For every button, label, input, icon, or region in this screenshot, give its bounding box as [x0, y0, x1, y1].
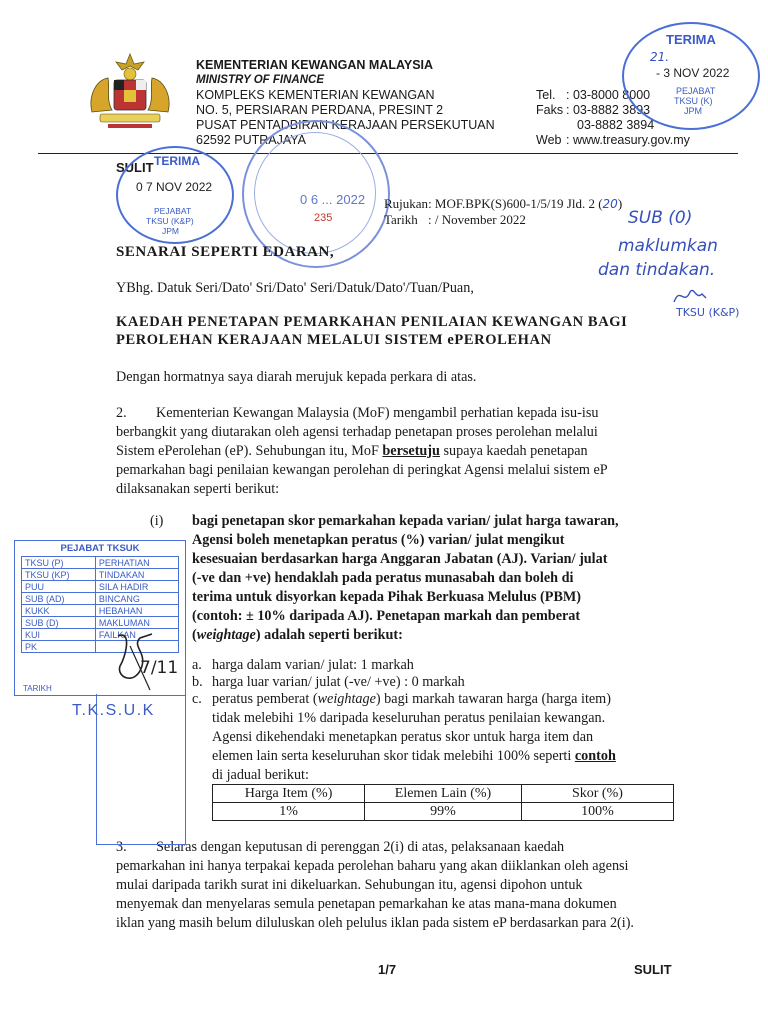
sub-item-text: harga dalam varian/ julat: 1 markah: [212, 657, 414, 673]
para-emphasis: bersetuju: [382, 443, 440, 459]
tarikh-value: : / November 2022: [428, 212, 526, 227]
table-cell: 1%: [213, 803, 365, 821]
table-cell: PUU: [22, 581, 96, 593]
stamp-date: - 3 NOV 2022: [656, 66, 730, 80]
sub-item-text: elemen lain serta keseluruhan skor tidak melebihi 100% seperti: [212, 748, 575, 764]
item-i-number: (i): [150, 513, 164, 529]
ministry-name-ms: KEMENTERIAN KEWANGAN MALAYSIA: [196, 58, 434, 72]
sub-item-emphasis: contoh: [574, 748, 616, 764]
table-cell: 99%: [365, 803, 522, 821]
para-text: mulai daripada tarikh surat ini dikeluarkan. Sehubungan itu, agensi dipohon untuk: [116, 877, 583, 893]
handwritten-date: 7/11: [140, 658, 179, 678]
sub-item-label: b.: [192, 674, 203, 690]
stamp-line: TKSU (K): [674, 96, 713, 106]
stamp-line: TKSU (K&P): [146, 216, 194, 226]
para-text: Kementerian Kewangan Malaysia (MoF) mengambil perhatian kepada isu-isu: [156, 405, 599, 421]
page-number: 1/7: [378, 962, 397, 977]
rujukan-handwritten: 20: [602, 197, 618, 211]
sub-item-c-label: c.: [192, 691, 202, 707]
para-text: Sistem ePerolehan (eP). Sehubungan itu, MoF: [116, 443, 383, 459]
salutation: YBhg. Datuk Seri/Dato' Sri/Dato' Seri/Datuk/Dato'/Tuan/Puan,: [116, 280, 474, 296]
item-i-text: (: [192, 627, 197, 643]
para-text: iklan yang masih belum diluluskan oleh pelulus iklan pada sistem eP berdasarkan para 2(i).: [116, 915, 634, 931]
stamp-date: 0 7 NOV 2022: [136, 180, 213, 194]
table-cell: PK: [22, 641, 96, 653]
tksuk-label: T.K.S.U.K: [72, 702, 155, 719]
faks-label: Faks: [536, 103, 564, 117]
table-cell: SUB (AD): [22, 593, 96, 605]
table-cell: MAKLUMAN: [95, 617, 178, 629]
para-text: dilaksanakan seperti berikut:: [116, 481, 280, 497]
table-row: [22, 569, 179, 581]
table-row: [22, 605, 179, 617]
classification-top: SULIT: [116, 160, 154, 175]
faks-value-2: 03-8882 3894: [577, 118, 655, 132]
table-cell: TKSU (KP): [22, 569, 96, 581]
stamp-line: PEJABAT: [154, 206, 192, 216]
item-i-text: (-ve dan +ve) hendaklah pada peratus munasabah dan boleh di: [192, 570, 574, 586]
ministry-name-en: MINISTRY OF FINANCE: [196, 74, 324, 86]
para-text: Selaras dengan keputusan di perenggan 2(i) di atas, pelaksanaan kaedah: [156, 839, 565, 855]
table-header: Skor (%): [521, 785, 673, 803]
table-header-row: [213, 785, 674, 803]
stamp-line: JPM: [684, 106, 702, 116]
item-i-text: Agensi boleh menetapkan peratus (%) varian/ julat mengikut: [192, 532, 565, 548]
item-i-text: ) adalah seperti berikut:: [255, 627, 403, 643]
rujukan-label: Rujukan: [384, 196, 429, 211]
tel-value: : 03-8000 8000: [566, 88, 651, 102]
table-cell: TINDAKAN: [95, 569, 178, 581]
score-table: [212, 784, 674, 821]
rujukan-end: ): [617, 196, 623, 211]
sub-item-text: tidak melebihi 1% daripada keseluruhan peratus penilaian kewangan.: [212, 710, 606, 726]
stamp-title: TERIMA: [666, 32, 716, 47]
table-cell: HEBAHAN: [95, 605, 178, 617]
paragraph-2: [116, 404, 674, 499]
sub-item-italic: weightage: [317, 691, 376, 707]
address-line: NO. 5, PERSIARAN PERDANA, PRESINT 2: [196, 103, 444, 117]
para-text: supaya kaedah penetapan: [439, 443, 588, 459]
table-cell: PERHATIAN: [95, 557, 178, 569]
subject-line-2: PEROLEHAN KERAJAAN MELALUI SISTEM ePEROLEHAN: [116, 332, 552, 348]
table-cell: SUB (D): [22, 617, 96, 629]
received-stamp-right: [622, 22, 760, 130]
classification-bottom: SULIT: [634, 962, 672, 977]
table-cell: KUKK: [22, 605, 96, 617]
handwritten-note: dan tindakan.: [598, 260, 716, 280]
handwritten-note: SUB (0): [628, 208, 693, 228]
sub-item-label: a.: [192, 657, 202, 673]
table-cell: 100%: [521, 803, 673, 821]
sub-item-text: Agensi dikehendaki menetapkan peratus skor untuk harga item dan: [212, 729, 594, 745]
stamp-title: TERIMA: [154, 154, 200, 168]
item-i-text: terima untuk disyorkan kepada Pihak Berkuasa Melulus (PBM): [192, 589, 582, 605]
received-stamp-left: [116, 146, 234, 244]
table-cell: BINCANG: [95, 593, 178, 605]
coat-of-arms-logo: [82, 52, 178, 132]
table-header: Elemen Lain (%): [365, 785, 522, 803]
para-text: pemarkahan ini hanya terpakai kepada perolehan baharu yang akan diiklankan oleh agensi: [116, 858, 629, 874]
stamp-line: JPM: [162, 226, 179, 236]
item-i-text: (contoh: ± 10% daripada AJ). Penetapan markah dan pemberat: [192, 608, 581, 624]
para-text: berbangkit yang diutarakan oleh agensi terhadap penetapan proses perolehan melalui: [116, 424, 598, 440]
opening-line: Dengan hormatnya saya diarah merujuk kepada perkara di atas.: [116, 369, 477, 385]
item-i-text: bagi penetapan skor pemarkahan kepada varian/ julat harga tawaran,: [192, 513, 619, 529]
faks-value: : 03-8882 3893: [566, 103, 651, 117]
item-i-text: kesesuaian berdasarkan harga Anggaran Jabatan (AJ). Varian/ julat: [192, 551, 608, 567]
sub-item-c: [212, 690, 674, 785]
stamp-handwritten-number: 21.: [650, 50, 670, 64]
sub-item-text: di jadual berikut:: [212, 767, 309, 783]
sub-item-text: ) bagi markah tawaran harga (harga item): [375, 691, 611, 707]
para-text: menyemak dan menyelaras semula penetapan pemarkahan ke atas mana-mana dokumen: [116, 896, 617, 912]
para-text: pemarkahan bagi penilaian kewangan perolehan di peringkat Agensi melalui sistem eP: [116, 462, 608, 478]
address-line: PUSAT PENTADBIRAN KERAJAAN PERSEKUTUAN: [196, 118, 495, 132]
table-cell: KUI: [22, 629, 96, 641]
table-row: [22, 581, 179, 593]
tarikh-label: Tarikh: [384, 212, 418, 227]
para-number: 2.: [116, 405, 127, 421]
table-cell: TKSU (P): [22, 557, 96, 569]
tksuk-stamp-tarikh: TARIKH: [23, 684, 52, 693]
address-line: 62592 PUTRAJAYA: [196, 133, 307, 147]
table-row: [22, 593, 179, 605]
web-label: Web: [536, 133, 562, 147]
item-i-italic: weightage: [196, 627, 256, 643]
table-cell: SILA HADIR: [95, 581, 178, 593]
circular-stamp-number: 235: [314, 212, 333, 224]
handwritten-signature: [670, 284, 710, 308]
address-line: KOMPLEKS KEMENTERIAN KEWANGAN: [196, 88, 435, 102]
circular-stamp-date: 0 6 ... 2022: [300, 192, 366, 207]
sub-item-text: harga luar varian/ julat (-ve/ +ve) : 0 markah: [212, 674, 465, 690]
tksuk-stamp-title: PEJABAT TKSUK: [60, 543, 140, 554]
table-row: [22, 557, 179, 569]
table-cell: FAILKAN: [95, 629, 178, 641]
web-value: : www.treasury.gov.my: [566, 133, 690, 147]
reference-block: [384, 196, 622, 228]
sub-item-text: peratus pemberat (: [212, 691, 318, 707]
recipient: SENARAI SEPERTI EDARAN,: [116, 244, 335, 260]
handwritten-note: TKSU (K&P): [676, 306, 740, 319]
table-header: Harga Item (%): [213, 785, 365, 803]
paragraph-3: [116, 838, 674, 933]
stamp-line: PEJABAT: [676, 86, 716, 96]
handwritten-note: maklumkan: [618, 236, 718, 256]
item-i: [192, 512, 674, 645]
table-row: [213, 803, 674, 821]
para-number: 3.: [116, 839, 127, 855]
rujukan-value: : MOF.BPK(S)600-1/5/19 Jld. 2 (: [428, 196, 603, 211]
subject-line-1: KAEDAH PENETAPAN PEMARKAHAN PENILAIAN KEWANGAN BAGI: [116, 314, 628, 330]
tel-label: Tel.: [536, 88, 556, 102]
